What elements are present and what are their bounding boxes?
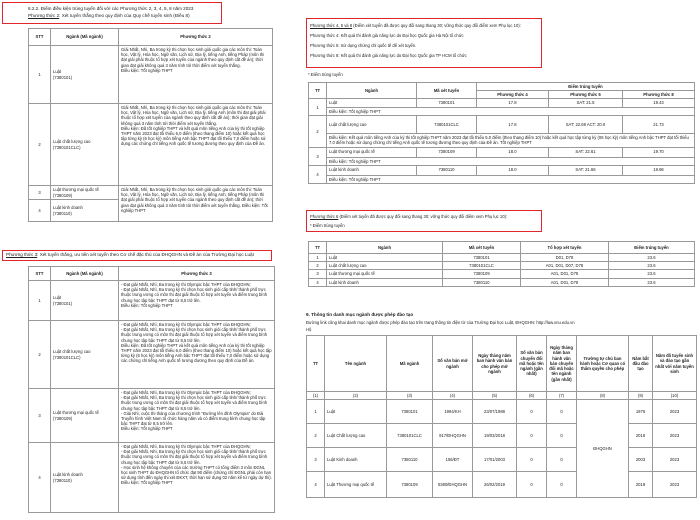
table-pt3 bbox=[28, 266, 275, 513]
row-change-doc: 0 bbox=[517, 448, 547, 472]
index-6: (6) bbox=[517, 392, 547, 400]
row-date: 19/03/2018 bbox=[473, 424, 517, 448]
header-method: Phương thức 2 bbox=[119, 29, 273, 46]
row-code: 7380110 bbox=[417, 166, 477, 176]
row-p5: SAT: 22.69 ACT: 20.0 bbox=[549, 115, 623, 133]
header-tt: TT bbox=[307, 336, 325, 392]
header-doc: Số văn bản mở ngành bbox=[433, 336, 473, 392]
table-row bbox=[29, 389, 275, 443]
table-row bbox=[307, 472, 697, 498]
row-major: Luật bbox=[327, 254, 443, 262]
table-row bbox=[29, 281, 275, 321]
header-date: Ngày tháng năm ban hành văn bản cho phép mở ngành bbox=[473, 336, 517, 392]
row-score: 23.6 bbox=[609, 278, 695, 286]
row-stt: 4 bbox=[29, 443, 51, 513]
row-code: 7380101 bbox=[417, 99, 477, 107]
row-p8: 19.96 bbox=[623, 166, 695, 176]
row-desc: - Đạt giải Nhất, Nhì, Ba trong kỳ thi Olympic bậc THPT của ĐHQGHN; - Đạt giải Nhất, Nhì, Ba trong kỳ thi chọn học sinh giỏi cấp tỉnh/ thành phố trực thuộc trung ương có môn thi đạt giải thuộc tổ hợp xét tuyển và điểm trung bình chung học tập bậc THPT đạt từ 8,5 trở lên. Điều kiện: Đã tốt nghiệp THPT và kết quả môn tiếng Anh của kỳ thi tốt nghiệp THPT năm 2023 đạt tối thiểu 6,0 điểm (theo thang điểm 10) hoặc kết quả học tập từng kỳ (6 học kỳ) môn tiếng Anh bậc THPT đạt tối thiểu 7,0 điểm hoặc sử dụng các chứng chỉ tiếng Anh quốc tế tương đương theo quy định của Đề án. bbox=[119, 321, 275, 389]
row-stt: 3 bbox=[29, 186, 51, 200]
header-code: Mã ngành bbox=[387, 336, 433, 392]
row-last: 2023 bbox=[653, 472, 697, 498]
header-stt: STT bbox=[29, 267, 51, 281]
row-change-date: 0 bbox=[547, 472, 577, 498]
pt2-caption-title: Phương thức 2 bbox=[28, 13, 60, 18]
row-tt: 2 bbox=[309, 262, 327, 270]
pt6-caption bbox=[310, 214, 538, 219]
row-tt: 3 bbox=[309, 147, 327, 165]
row-desc: - Đạt giải Nhất, Nhì, Ba trong kỳ thi Olympic bậc THPT của ĐHQGHN; - Đạt giải Nhất, Nhì, Ba trong kỳ thi chọn học sinh giỏi cấp tỉnh/ thành phố trực thuộc trung ương có môn thi đạt giải thuộc tổ hợp xét tuyển và điểm trung bình chung học tập bậc THPT đạt từ 8,5 trở lên. Điều kiện: Tốt nghiệp THPT bbox=[119, 281, 275, 321]
row-name: Luật bbox=[325, 400, 387, 424]
row-p5: SAT: 22.61 bbox=[549, 147, 623, 157]
row-major: Luật kinh doanh (7380110) bbox=[51, 443, 119, 513]
row-major: Luật chất lượng cao (7380101CLC) bbox=[51, 104, 119, 186]
row-stt: 3 bbox=[29, 389, 51, 443]
row-score: 23.6 bbox=[609, 254, 695, 262]
row-tt: 2 bbox=[309, 115, 327, 147]
row-tt: 2 bbox=[307, 424, 325, 448]
table-header-row bbox=[307, 336, 697, 392]
row-p4: 17.8 bbox=[477, 99, 549, 107]
row-tt: 4 bbox=[309, 278, 327, 286]
note-score-2: * Điểm trúng tuyển bbox=[310, 223, 345, 228]
index-4: (4) bbox=[433, 392, 473, 400]
header-code: Mã xét tuyển bbox=[443, 242, 521, 254]
index-10: (10) bbox=[653, 392, 697, 400]
table-pt458 bbox=[308, 82, 695, 184]
row-stt: 2 bbox=[29, 104, 51, 186]
row-score: 23.6 bbox=[609, 262, 695, 270]
header-start: Năm bắt đầu đào tạo bbox=[629, 336, 653, 392]
header-change-date: Ngày tháng năm ban hành văn bản chuyển đổi mã hoặc tên ngành (gần nhất) bbox=[547, 336, 577, 392]
pt3-caption-rest: : Xét tuyển thẳng, ưu tiên xét tuyển theo Cơ chế đặc thù của ĐHQGHN và Đề án của Trường Đại học Luật bbox=[37, 252, 254, 257]
row-p4: 18.0 bbox=[477, 147, 549, 157]
row-major: Luật (7380101) bbox=[51, 46, 119, 104]
row-stt: 2 bbox=[29, 321, 51, 389]
table-row bbox=[29, 443, 275, 513]
row-start: 2018 bbox=[629, 424, 653, 448]
table-row bbox=[309, 270, 695, 278]
row-code: 7380101 bbox=[443, 254, 521, 262]
row-stt: 4 bbox=[29, 200, 51, 222]
row-date: 26/02/2019 bbox=[473, 472, 517, 498]
row-desc: - Đạt giải Nhất, Nhì, Ba trong kỳ thi Olympic bậc THPT của ĐHQGHN; - Đạt giải Nhất, Nhì, Ba trong kỳ thi chọn học sinh giỏi cấp tỉnh/ thành phố trực thuộc trung ương có môn thi đạt giải thuộc tổ hợp xét tuyển và điểm trung bình chung học tập bậc THPT đạt từ 8,5 trở lên. - Giải Nhì, cuộc thi tháng của chương trình "Đường lên đỉnh Olympia" do Đài Truyền hình Việt Nam tổ chức hàng năm và có điểm trung bình chung học tập bậc THPT đạt từ 8,5 trở lên. Điều kiện: Tốt nghiệp THPT bbox=[119, 389, 275, 443]
header-stt: STT bbox=[29, 29, 51, 46]
row-name: Luật Thương mại quốc tế bbox=[325, 472, 387, 498]
row-major: Luật chất lượng cao bbox=[327, 262, 443, 270]
row-doc: 156/ĐT bbox=[433, 448, 473, 472]
row-stt: 1 bbox=[29, 46, 51, 104]
table-row bbox=[29, 186, 273, 200]
header-tt: TT bbox=[309, 242, 327, 254]
row-major: Luật thương mại quốc tế (7380109) bbox=[51, 186, 119, 200]
header-change-doc: Số văn bản chuyển đổi mã hoặc tên ngành (gần nhất) bbox=[517, 336, 547, 392]
row-doc: 1994/KH bbox=[433, 400, 473, 424]
header-pt8: Phương thức 8 bbox=[623, 91, 695, 99]
row-change-doc: 0 bbox=[517, 400, 547, 424]
row-last: 2023 bbox=[653, 424, 697, 448]
row-desc: Giải Nhất, Nhì, Ba trong kỳ thi chọn học sinh giỏi quốc gia các môn thi: Toán học, Vật lý, Hóa học, Ngữ văn, Lịch sử, Địa lý, tiếng Anh (môn thi đạt giải phải thuộc tổ hợp xét tuyển của ngành theo quy định cất đề án); thời gian đạt giải không quá 3 năm tính tới thời điểm xét tuyển thẳng. Điều kiện: Đã tốt nghiệp THPT và kết quả môn tiếng Anh của kỳ thi tốt nghiệp THPT năm 2023 đạt tối thiểu 6,0 điểm (theo thang điểm 10) hoặc kết quả học tập từng kỳ (6 học kỳ) môn tiếng Anh bậc THPT đạt tối thiểu 7,0 điểm hoặc sử dụng các chứng chỉ tiếng Anh quốc tế tương đương theo quy định của Đề án. bbox=[119, 104, 273, 186]
row-major: Luật kinh doanh (7380110) bbox=[51, 200, 119, 222]
header-pt4: Phương thức 4 bbox=[477, 91, 549, 99]
row-major: Luật kinh doanh bbox=[327, 278, 443, 286]
row-p4: 17.8 bbox=[477, 115, 549, 133]
row-p8: 19.43 bbox=[623, 99, 695, 107]
row-code: 7380101CLC bbox=[443, 262, 521, 270]
index-1: (1) bbox=[307, 392, 325, 400]
header-authority: Trường tự chủ ban hành hoặc Cơ quan có thẩm quyền cho phép bbox=[577, 336, 629, 392]
index-7: (7) bbox=[547, 392, 577, 400]
pt458-title: Phương thức 4, 5 và 8 bbox=[310, 23, 353, 28]
row-p5: SAT: 21.5 bbox=[549, 99, 623, 107]
row-code: 7380109 bbox=[443, 270, 521, 278]
header-major: Ngành (Mã ngành) bbox=[51, 267, 119, 281]
row-start: 1976 bbox=[629, 400, 653, 424]
row-change-date: 0 bbox=[547, 400, 577, 424]
pt3-caption-title: Phương thức 3 bbox=[6, 252, 38, 257]
row-date: 17/01/2003 bbox=[473, 448, 517, 472]
row-cond: Điều kiện: Tốt nghiệp THPT bbox=[327, 107, 695, 115]
table-row bbox=[309, 147, 695, 157]
row-desc: Giải Nhất, Nhì, Ba trong kỳ thi chọn học sinh giỏi quốc gia các môn thi: Toán học, Vật lý, Hóa học, Ngữ văn, Lịch sử, Địa lý, tiếng Anh, tiếng Pháp (môn thi đạt giải phải thuộc tổ hợp xét tuyển của ngành theo quy định cất đề án); thời gian đạt giải không quá 3 năm tính tới thời điểm xét tuyển thẳng. Điều kiện: Tốt nghiệp THPT bbox=[119, 186, 273, 222]
header-score: Điểm trúng tuyển bbox=[609, 242, 695, 254]
row-group: A01, D01, D78 bbox=[521, 270, 609, 278]
row-change-date: 0 bbox=[547, 424, 577, 448]
table-row bbox=[309, 115, 695, 133]
section-heading: 8.2.2. Điểm điều kiện trúng tuyển đối với các Phương thức 2, 3, 4, 5, 8 năm 2023 bbox=[28, 6, 194, 11]
table-header-row bbox=[309, 242, 695, 254]
header-score-group: Điểm trúng tuyển bbox=[477, 83, 695, 91]
index-2: (2) bbox=[325, 392, 387, 400]
row-code: 7380101CLC bbox=[417, 115, 477, 133]
row-last: 2023 bbox=[653, 448, 697, 472]
table-row bbox=[29, 46, 273, 104]
table-row bbox=[309, 254, 695, 262]
header-tt: TT bbox=[309, 83, 327, 99]
row-cond: Điều kiện: Tốt nghiệp THPT bbox=[327, 157, 695, 165]
row-major: Luật bbox=[327, 99, 417, 107]
row-major: Luật thương mại quốc tế bbox=[327, 270, 443, 278]
index-9: (9) bbox=[629, 392, 653, 400]
row-code: 7380109 bbox=[387, 472, 433, 498]
table-row bbox=[309, 262, 695, 270]
note-score-1: * Điểm trúng tuyển bbox=[308, 72, 343, 77]
row-doc: 5380/ĐHQGHN bbox=[433, 472, 473, 498]
row-doc: 917/ĐHQGHN bbox=[433, 424, 473, 448]
row-name: Luật Chất lượng cao bbox=[325, 424, 387, 448]
table-row bbox=[29, 104, 273, 186]
row-tt: 4 bbox=[309, 166, 327, 184]
pt2-caption bbox=[28, 13, 220, 19]
index-8: (8) bbox=[577, 392, 629, 400]
header-name: Tên ngành bbox=[325, 336, 387, 392]
row-group: A01, D01, D07, D78 bbox=[521, 262, 609, 270]
row-group: A01, D01, D78 bbox=[521, 278, 609, 286]
pt458-rest: (Điểm xét tuyển đã được quy đổi sang thang 30; vững thức quy đổi điểm xem Phụ lục 10): bbox=[352, 23, 521, 28]
row-major: Luật thương mại quốc tế bbox=[327, 147, 417, 157]
row-tt: 4 bbox=[307, 472, 325, 498]
row-tt: 1 bbox=[307, 400, 325, 424]
table-header-row bbox=[309, 83, 695, 91]
header-major: Ngành (Mã ngành) bbox=[51, 29, 119, 46]
pt6-rest: (Điểm xét tuyển đã được quy đổi sang thang 30; vững thức quy đổi điểm xem Phụ lục 10): bbox=[338, 214, 508, 219]
row-desc: - Đạt giải Nhất, Nhì, Ba trong kỳ thi Olympic bậc THPT của ĐHQGHN; - Đạt giải Nhất, Nhì, Ba trong kỳ thi chọn học sinh giỏi cấp tỉnh/ thành phố trực thuộc trung ương có môn thi đạt giải thuộc tổ hợp xét tuyển và điểm trung bình chung học tập bậc THPT đạt từ 8,5 trở lên. - Học sinh hệ không chuyên của các trường THPT có tổng điểm 3 môn ĐGNL học sinh THPT do ĐHQGHN tổ chức đạt 90 điểm (chứng chỉ ĐGNL phải còn hạn sử dụng tính đến ngày thi xét ĐKXT, thời hạn sử dụng 02 năm kể từ ngày dự thi). Điều kiện: Tốt nghiệp THPT bbox=[119, 443, 275, 513]
header-last: Năm đã tuyển sinh và đào tạo gần nhất với năm tuyển sinh bbox=[653, 336, 697, 392]
row-major: Luật (7380101) bbox=[51, 281, 119, 321]
row-last: 2023 bbox=[653, 400, 697, 424]
table-row bbox=[307, 400, 697, 424]
pt458-line-4: Phương thức 4: Kết quả thi đánh giá năng lực do Đại học Quốc gia Hà Nội tổ chức bbox=[310, 33, 464, 38]
row-code: 7380110 bbox=[443, 278, 521, 286]
row-code: 7380109 bbox=[417, 147, 477, 157]
row-change-date: 0 bbox=[547, 448, 577, 472]
row-desc: Giải Nhất, Nhì, Ba trong kỳ thi chọn học sinh giỏi quốc gia các môn thi: Toán học, Vật lý, Hóa học, Ngữ văn, Lịch sử, Địa lý, tiếng Anh, tiếng Pháp (môn thi đạt giải phải thuộc tổ hợp xét tuyển của ngành theo quy định cất đề án); thời gian đạt giải không quá 3 năm tính tới thời điểm xét tuyển thẳng. Điều kiện: Tốt nghiệp THPT bbox=[119, 46, 273, 104]
header-major: Ngành bbox=[327, 242, 443, 254]
row-tt: 3 bbox=[307, 448, 325, 472]
header-code: Mã xét tuyển bbox=[417, 83, 477, 99]
index-3: (3) bbox=[387, 392, 433, 400]
row-score: 23.6 bbox=[609, 270, 695, 278]
row-tt: 3 bbox=[309, 270, 327, 278]
pt2-caption-rest: : Xét tuyển thẳng theo quy định của Quy chế tuyển sinh (Điều 8) bbox=[59, 13, 190, 18]
row-code: 7380101 bbox=[387, 400, 433, 424]
row-major: Luật kinh doanh bbox=[327, 166, 417, 176]
table-majors bbox=[306, 335, 697, 498]
row-date: 23/07/1988 bbox=[473, 400, 517, 424]
index-5: (5) bbox=[473, 392, 517, 400]
row-name: Luật Kinh doanh bbox=[325, 448, 387, 472]
pt458-line-8: Phương thức 8: Kết quả thi đánh giá năng lực do Đại học Quốc gia TP HCM tổ chức bbox=[310, 53, 467, 58]
row-p5: SAT: 21.66 bbox=[549, 166, 623, 176]
table-pt6 bbox=[308, 241, 695, 287]
pt458-line-5: Phương thức 5: Sử dụng chứng chỉ quốc tế để xét tuyển. bbox=[310, 43, 417, 48]
table-cond-row bbox=[309, 133, 695, 147]
row-start: 2003 bbox=[629, 448, 653, 472]
row-tt: 1 bbox=[309, 254, 327, 262]
row-major: Luật thương mại quốc tế (7380109) bbox=[51, 389, 119, 443]
row-major: Luật chất lượng cao bbox=[327, 115, 417, 133]
row-stt: 1 bbox=[29, 281, 51, 321]
table-index-row bbox=[307, 392, 697, 400]
row-group: D01, D78 bbox=[521, 254, 609, 262]
table-row bbox=[309, 99, 695, 107]
row-cond: Điều kiện: Kết quả môn tiếng Anh của kỳ thi tốt nghiệp THPT năm 2023 đạt tối thiểu 5.0 điểm (theo thang điểm 10) hoặc kết quả học tập từng kỳ (06 học kỳ) môn tiếng Anh bậc THPT đạt tối thiểu 7.0 điểm hoặc sử dụng chứng chỉ tiếng Anh quốc tế tương đương theo quy định của Đề án. Tốt nghiệp THPT bbox=[327, 133, 695, 147]
table-row bbox=[309, 166, 695, 176]
table-row bbox=[307, 448, 697, 472]
header-pt5: Phương thức 5 bbox=[549, 91, 623, 99]
row-cond: Điều kiện: Tốt nghiệp THPT bbox=[327, 176, 695, 184]
row-p4: 18.0 bbox=[477, 166, 549, 176]
table-cond-row bbox=[309, 107, 695, 115]
row-code: 7380101CLC bbox=[387, 424, 433, 448]
table-header-row bbox=[29, 29, 273, 46]
row-tt: 1 bbox=[309, 99, 327, 115]
row-p8: 21.73 bbox=[623, 115, 695, 133]
row-change-doc: 0 bbox=[517, 424, 547, 448]
pt6-title: Phương thức 6 bbox=[310, 214, 339, 219]
row-major: Luật chất lượng cao (7380101CLC) bbox=[51, 321, 119, 389]
sec9-text: Đường link công khai danh mục ngành được phép đào tạo trên trang thông tin điện tử của Trường Đại học Luật, ĐHQGHN: http://law.vnu.edu.vn bbox=[306, 320, 575, 325]
pt3-caption bbox=[6, 252, 270, 258]
row-change-doc: 0 bbox=[517, 472, 547, 498]
sec9-sub: Hộ bbox=[306, 327, 312, 332]
pt458-title-line bbox=[310, 23, 538, 28]
table-row bbox=[29, 321, 275, 389]
row-start: 2019 bbox=[629, 472, 653, 498]
row-authority: ĐHQGHN bbox=[577, 400, 629, 498]
table-row bbox=[309, 278, 695, 286]
row-code: 7380110 bbox=[387, 448, 433, 472]
header-group: Tổ hợp xét tuyển bbox=[521, 242, 609, 254]
table-cond-row bbox=[309, 176, 695, 184]
table-cond-row bbox=[309, 157, 695, 165]
sec9-title: 9. Thông tin danh mục ngành được phép đào tạo bbox=[306, 312, 414, 317]
header-method: Phương thức 3 bbox=[119, 267, 275, 281]
header-major: Ngành bbox=[327, 83, 417, 99]
table-row bbox=[307, 424, 697, 448]
table-pt2 bbox=[28, 28, 273, 222]
row-p8: 19.70 bbox=[623, 147, 695, 157]
table-header-row bbox=[29, 267, 275, 281]
